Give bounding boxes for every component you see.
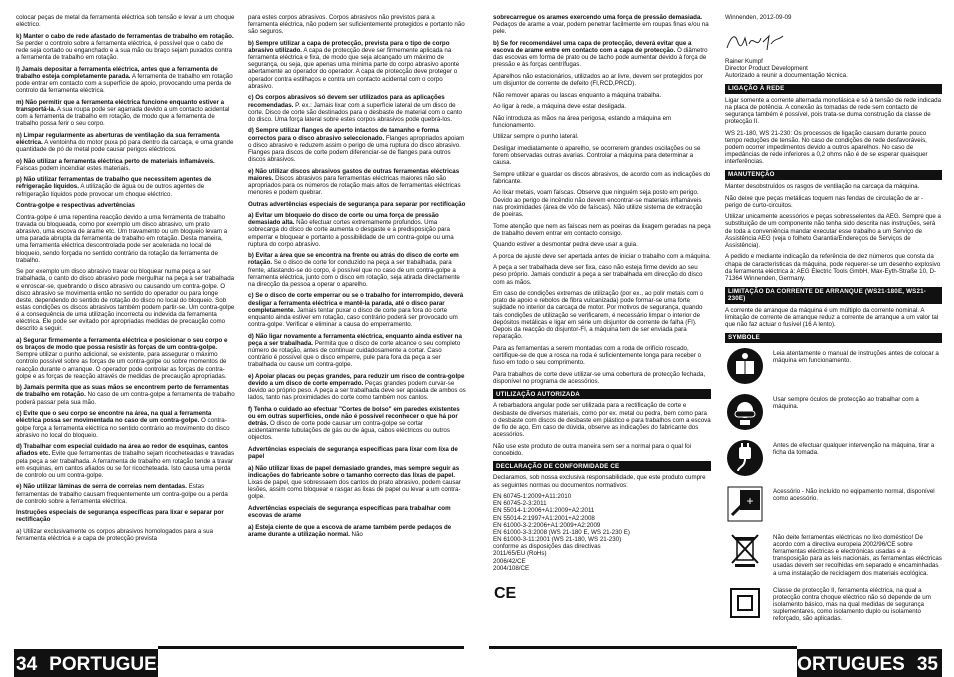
paragraph: Advertências especiais de segurança específicas para trabalhar com escovas de arame	[248, 504, 451, 519]
paragraph: conforme as disposições das directivas	[493, 543, 601, 551]
page-number: 35	[916, 654, 938, 675]
paragraph: EN 61000-3-11:2001 (WS 21-180, WS 21-230)	[493, 536, 622, 544]
symbol-row	[725, 530, 942, 577]
read-manual-icon	[725, 346, 765, 386]
signer-auth: Autorizado a reunir a documentação técnica.	[725, 72, 848, 80]
safety-goggles-icon	[725, 392, 765, 432]
paragraph: Desligar imediatamente o aparelho, se ocorrerem grandes oscilações ou se forem observadas outras avarias. Controlar a máquina para determinar a causa.	[493, 144, 701, 167]
paragraph: b) Sempre utilizar a capa de protecção, prevista para o tipo de corpo abrasivo utilizado. A capa de protecção deve ser firmemente aplicada na ferramenta eléctrica e fixa, de modo que seja alcançado um máximo de segurança, ou seja, que apenas uma mínima parte do corpo abrasivo aponte abertamente ao operador do operador. A capa de protecção deve proteger o operador contra estilhaços e contra um contacto acidental com o corpo abrasivo.	[248, 39, 460, 90]
paragraph: e) Apoiar placas ou peças grandes, para reduzir um risco de contra-golpe devido a um disco de corte emperrado. Peças grandes podem curvar-se devido ao próprio peso. A peça a ser trabalhada deve ser apoiada de ambos os lados, tanto nas proximidades do corte como também nos cantos.	[248, 372, 466, 402]
paragraph: Não deixe que peças metálicas toquem nas fendas de circulação de ar - perigo de curto-circuitos.	[725, 194, 924, 209]
symbol-row	[725, 346, 942, 386]
paragraph: Aparelhos não estacionários, utilizados ao ar livre, devem ser protegidos por um disjuntor de corrente de defeito (FI,RCD,PRCD).	[493, 72, 703, 88]
paragraph: b) Jamais permita que as suas mãos se encontrem perto de ferramentas de trabalho em rotação. No caso de um contra-golpe a ferramenta de trabalho poderá passar pela sua mão.	[16, 384, 235, 406]
class-ii-icon	[725, 583, 765, 623]
paragraph: A pedido e mediante indicação da referência de dez números que consta da chapa de características da máquina, pode requerer-se um desenho explosivo da ferramenta eléctrica à: AEG Electric Tools GmbH, Max-Eyth-Straße 10, D-71364 Winnenden, Germany.	[725, 253, 941, 282]
section-heading: LIMITAÇÃO DA CORRENTE DE ARRANQUE (WS21-180E, WS21-230E)	[725, 287, 942, 304]
paragraph: d) Sempre utilizar flanges de aperto intactos de tamanho e forma correctos para o disco abrasivo seleccionado. Flanges apropriados apoiam o disco abrasivo e reduzem assim o perigo de uma ruptura do disco abrasivo. Flanges para discos de corte podem diferenciar-se de flanges para outros discos abrasivos.	[248, 127, 465, 163]
paragraph: o) Não utilizar a ferramenta eléctrica perto de materiais inflamáveis. Faíscas podem incendiar estes materiais.	[16, 157, 215, 172]
paragraph: Não introduza as mãos na área perigosa, estando a máquina em funcionamento.	[493, 114, 672, 129]
paragraph: a) Utilizar exclusivamente os corpos abrasivos homologados para a sua ferramenta eléctrica e a capa de protecção prevista	[16, 527, 214, 543]
left-column-1	[16, 14, 235, 644]
paragraph: Declaramos, sob nossa exclusiva responsabilidade, que este produto cumpre as seguintes normas ou documentos normativos:	[493, 474, 706, 489]
left-footer-bar	[14, 649, 170, 677]
paragraph: para estes corpos abrasivos. Corpos abrasivos não previstos para a ferramenta eléctrica, não podem ser suficientemente protegidos e portanto não são seguros.	[248, 14, 465, 36]
paragraph: Ao ligar à rede, a máquina deve estar desligada.	[493, 103, 627, 111]
paragraph: A peça a ser trabalhada deve ser fixa, caso não esteja firme devido ao seu peso próprio. Jamais conduzir a peça a ser trabalhada em direcção do disco com as mãos.	[493, 264, 703, 286]
footer-rule	[489, 646, 797, 649]
place-date: Winnenden, 2012-09-09	[725, 14, 792, 21]
paragraph: d) Trabalhar com especial cuidado na área ao redor de esquinas, cantos afiados etc. Evite que ferramentas de trabalho sejam ricocheteadas e travadas pela peça a ser trabalhada. A ferramenta de trabalho em rotação tende a travar em esquinas, em cantos afiados ou se for ricocheteada. Isto causa uma perda de controlo ou um contra-golpe.	[16, 443, 235, 479]
svg-text:CE: CE	[494, 584, 517, 602]
symbol-row	[725, 583, 942, 623]
paragraph: Para as ferramentas a serem montadas com a roda de orifício roscado, certifique-se de que a rosca na roda é suficientemente longa para receber o fuso em todo o seu comprimento.	[493, 344, 702, 366]
symbol-row	[725, 484, 942, 524]
paragraph: a) Segurar firmemente a ferramenta eléctrica e posicionar o seu corpo e os braços de modo que possa resistir às forças de um contra-golpe. Sempre utilizar o punho adicional, se existente, para assegurar o máximo controlo possível sobre as forças de um contra-golpe ou sobre momentos de reacção durante o arranque. O operador pode controlar as forças de contra-golpe e as forças de reacção através de medidas de precaução apropriadas.	[16, 337, 228, 380]
signature-image	[725, 30, 785, 54]
paragraph: a) Evitar um bloqueio do disco de corte ou uma força de pressão demasiado alta. Não efectuar cortes extremamente profundos. Uma sobrecarga do disco de corte aumenta o desgaste e a predisposição para emperrar e bloquear e portanto a possibilidade de um contra-golpe ou uma ruptura do corpo abrasivo.	[248, 212, 454, 248]
paragraph: Ligar somente a corrente alternada monofásica e só à tensão de rede indicada na placa de potência. A conexão às tomadas de rede sem contacto de segurança também é possível, pois trata-se duma construção da classe de protecção II.	[725, 96, 942, 126]
paragraph: 2004/108/CE	[493, 564, 530, 572]
symbol-text: Classe de protecção II, ferramenta eléctrica, na qual a protecção contra choque eléctrico não só depende de um isolamento básico, mas na qual medidas de segurança suplementares, como isolamento duplo ou isolamento reforçado, são aplicadas.	[773, 586, 931, 623]
signer-name: Rainer Kumpf	[725, 57, 763, 65]
signer-title: Director Product Development	[725, 64, 808, 72]
paragraph: Ao lixar metais, voam faíscas. Observe que ninguém seja posto em perigo. Devido ao perigo de incêndio não devem encontrar-se materiais inflamáveis nas proximidades (área de vôo de faíscas). Não utilize sistema de extracção de poeiras.	[493, 189, 703, 218]
symbol-text: Leia atentamente o manual de instruções antes de colocar a máquina em funcionamento.	[773, 349, 939, 364]
paragraph: A corrente de arranque da máquina é um múltiplo da corrente nominal. A limitação de corrente de arranque reduz a corrente de arranque a um valor tal que não faz actuar o fusível (16 A lento).	[725, 306, 939, 329]
paragraph: Contra-golpe é uma repentina reacção devido a uma ferramenta de trabalho travada ou bloqueada, como por exemplo um disco abrasivo, um prato abrasivo, uma escova de arame etc. Um travamento ou um bloqueio levam a uma parada abrupta da ferramenta de trabalho em rotação. Desta maneira, uma ferramenta eléctrica descontrolada pode ser acelerada no local de bloqueio, sendo forçada no sentido contrário da rotação da ferramenta de trabalho.	[16, 213, 228, 264]
symbol-text: Não deite ferramentas eléctricas no lixo doméstico! De acordo com a directiva europeia 2002/96/CE sobre ferramentas eléctricas e electrónicas usadas e a transposição para as leis nacionais, as ferramentas eléctricas usadas devem ser recolhidas em separado e encaminhadas a uma instalação de reciclagem dos materiais ecológica.	[773, 533, 942, 577]
paragraph: c) Se o disco de corte emperrar ou se o trabalho for interrompido, deverá desligar a ferramenta eléctrica e mantê-la parada, até o disco parar completamente. Jamais tentar puxar o disco de corte para fora do corte enquanto ainda estiver em rotação, caso contrário poderá ser provocado um contra-golpe. Verificar e eliminar a causa do emperramento.	[248, 292, 464, 329]
paragraph: e) Não utilizar discos abrasivos gastos de outras ferramentas eléctricas maiores. Discos abrasivos para ferramentas eléctricas maiores não são apropriados para os números de rotação mais altos de ferramentas eléctricas menores e podem quebrar.	[248, 167, 461, 196]
paragraph: Advertências especiais de segurança específicas para lixar com lixa de papel	[248, 445, 458, 461]
paragraph: sobrecarregue os arames exercendo uma força de pressão demasiada. Pedaços de arame a voar, podem penetrar facilmente em roupas finas e/ou na pele.	[493, 14, 709, 36]
paragraph: Utilizar sempre o punho lateral.	[493, 133, 579, 141]
paragraph: Utilizar unicamente acessórios e peças sobresselentes da AEG. Sempre que a substituição de um componente não tenha sido descrita nas instruções, será de toda a conveniência mandar executar esse trabalho a um Serviço de Assistência AEG (veja o folheto Garantia/Endereços de Serviços de Assistência).	[725, 213, 941, 249]
symbol-text: Usar sempre óculos de protecção ao trabalhar com a máquina.	[773, 395, 919, 410]
paragraph: Se por exemplo um disco abrasivo travar ou bloquear numa peça a ser trabalhada, o canto do disco abrasivo pode mergulhar na peça a ser trabalhada e enroscar-se, quebrando o disco abrasivo ou causando um contra-golpe. O disco abrasivo se movimenta então no sentido do operador ou para longe deste, dependendo do sentido de rotação do disco no local do bloqueio. Sob estas condições os discos abrasivos também podem partir-se. Um contra-golpe é a consequência de uma utilização incorrecta ou indevida da ferramenta eléctrica. Ele pode ser evitado por apropriadas medidas de precaução como descrito a seguir.	[16, 268, 235, 333]
paragraph: a) Esteja ciente de que a escova de arame também perde pedaços de arame durante a utilização normal. Não	[248, 523, 452, 538]
paragraph: Tome atenção que nem as faíscas nem as poeiras da lixagem geradas na peça de trabalho devem entrar em contacto consigo.	[493, 222, 711, 237]
paragraph: Para trabalhos de corte deve utilizar-se uma cobertura de protecção fechada, disponível no programa de acessórios.	[493, 370, 706, 385]
page-language: PORTUGUES	[49, 654, 170, 675]
paragraph: colocar peças de metal da ferramenta eléctrica sob tensão e levar a um choque eléctrico.	[16, 14, 235, 29]
unplug-icon	[725, 438, 765, 478]
left-column-2	[248, 14, 466, 644]
paragraph: Não remover aparas ou lascas enquanto a máquina trabalha.	[493, 91, 662, 99]
paragraph: EN 55014-2:1997+A1:2001+A2:2008	[493, 514, 595, 522]
symbol-text: Acessório - Não incluído no eqipamento normal, disponível como acessório.	[773, 487, 935, 502]
page-number: 34	[16, 654, 38, 675]
paragraph: Sempre utilizar e guardar os discos abrasivos, de acordo com as indicações do fabricante.	[493, 170, 711, 185]
paragraph: e) Não utilizar lâminas de serra de correias nem dentadas. Estas ferramentas de trabalho causam frequentemente um contra-golpe ou a perda de controlo sobre a ferramenta eléctrica.	[16, 483, 228, 505]
paragraph: EN 61000-3-3:2008 (WS 21-180 E, WS 21-230 E)	[493, 528, 630, 536]
paragraph: a) Não utilizar lixas de papel demasiado grandes, mas sempre seguir as indicações do fabricante sobre o tamanho correcto das lixas de papel. Lixas de papel, que sobressaem dos cantos do prato abrasivo, podem causar lesões, assim como bloquear e rasgar as lixas de papel ou levar a um contra-golpe.	[248, 464, 461, 501]
paragraph: b) Evitar a área que se encontra na frente ou atrás do disco de corte em rotação. Se o disco de corte for conduzido na peça a ser trabalhada, para frente, afastando-se do corpo, é possível que no caso de um contra-golpe a ferramenta eléctrica, junto com o disco em rotação, seja atirada directamente na direcção da pessoa a operar o aparelho.	[248, 252, 460, 288]
paragraph: c) Os corpos abrasivos só devem ser utilizados para as aplicações recomendadas. P. ex.: Jamais lixar com a superfície lateral de um disco de corte. Disco de corte são destinados para o desbaste de material com o canto do disco. Uma força lateral sobre estes corpos abrasivos pode quebrá-los.	[248, 94, 462, 123]
paragraph: A rebarbadora angular pode ser utilizada para a rectificação de corte e desbaste de diversos materiais, como por ex. metal ou pedra, bem como para o desbaste com discos de desbaste em plástico e para trabalhos com a escova de fio de aço. Em caso de dúvida, observe as indicações do fabricante dos acessórios.	[493, 402, 711, 438]
signature	[725, 26, 942, 58]
paragraph: c) Evite que o seu corpo se encontre na área, na qual a ferramenta eléctrica possa ser movimentada no caso de um contra-golpe. O contra-golpe força a ferramenta eléctrica no sentido contrário ao movimento do disco abrasivo no local do bloqueio.	[16, 410, 230, 439]
ce-mark-icon	[493, 580, 517, 604]
symbol-row	[725, 438, 942, 478]
paragraph: Instruções especiais de segurança específicas para lixar e separar por rectificação	[16, 509, 224, 524]
right-page	[477, 0, 954, 677]
paragraph: l) Jamais depositar a ferramenta eléctrica, antes que a ferramenta de trabalho esteja completamente parada. A ferramenta de trabalho em rotação pode entrar em contacto com a superfície de apoio, provocando uma perda de controlo da ferramenta eléctrica.	[16, 65, 233, 95]
paragraph: n) Limpar regularmente as aberturas de ventilação da sua ferramenta eléctrica. A ventoinha do motor puxa pó para dentro da carcaça, e uma grande quantidade de pó de metal pode causar perigos eléctricos.	[16, 131, 234, 154]
paragraph: Não use este produto de outra maneira sem ser a normal para o qual foi concebido.	[493, 442, 692, 457]
paragraph: EN 60745-1:2009+A11:2010	[493, 493, 572, 501]
section-heading: DECLARAÇÃO DE CONFORMIDADE CE	[493, 461, 711, 471]
paragraph: m) Não permitir que a ferramenta eléctrica funcione enquanto estiver a transportá-la. A sua roupa pode ser agarrada devido a um contacto acidental com a ferramenta de trabalho em rotação, de modo que a ferramenta de trabalho possa ferir o seu corpo.	[16, 98, 230, 128]
right-column-1	[493, 14, 711, 644]
paragraph: k) Manter o cabo de rede afastado de ferramentas de trabalho em rotação. Se perder o controlo sobre a ferramenta eléctrica, é possível que o cabo de rede seja cortado ou enganchado e a sua mão ou braço sejam puxados contra a ferramenta de trabalho em rotação.	[16, 32, 234, 62]
paragraph: Outras advertências especiais de segurança para separar por rectificação	[248, 200, 466, 208]
paragraph: p) Não utilizar ferramentas de trabalho que necessitem agentes de refrigeração líquidos. A utilização de água ou de outros agentes de refrigeração líquidos pode provocar um choque eléctrico.	[16, 176, 212, 198]
paragraph: EN 60745-2-3:2011	[493, 500, 547, 508]
symbol-row	[725, 392, 942, 432]
right-footer-bar	[784, 649, 942, 677]
section-heading: LIGAÇÃO À REDE	[725, 84, 942, 94]
paragraph: Quando estiver a desmontar pedra deve usar a guia.	[493, 241, 638, 249]
paragraph: 2006/42/CE	[493, 557, 526, 565]
paragraph: EN 55014-1:2006+A1:2009+A2:2011	[493, 507, 595, 515]
paragraph: 2011/65/EU (RoHs)	[493, 550, 547, 558]
symbol-text: Antes de efectuar qualquer intervenção na máquina, tirar a ficha da tomada.	[773, 441, 935, 456]
ce-mark	[493, 572, 711, 606]
paragraph: WS 21-180, WS 21-230: Os processos de ligação causam durante pouco tempo reduções de tensão. No caso de condições de rede desfavoráveis, podem ocorrer impedimentos devido a outros aparelhos. No caso de impedâncias de rede inferiores a 0,2 ohms não é de se esperar quaisquer interferências.	[725, 129, 928, 166]
section-heading: MANUTENÇÃO	[725, 170, 942, 180]
right-column-2	[725, 14, 942, 644]
paragraph: Contra-golpe e respectivas advertências	[16, 202, 135, 210]
paragraph: f) Tenha o cuidado ao efectuar "Cortes de bolso" em paredes existentes ou em outras superfícies, onde não é possível reconhecer o que há por detrás. O disco de corte pode causar um contra-golpe se cortar acidentalmente tubulações de gás ou de água, cabos eléctricos ou outros objectos.	[248, 405, 460, 442]
section-heading: SYMBOLE	[725, 333, 942, 343]
paragraph: d) Não ligar novamente a ferramenta eléctrica, enquanto ainda estiver na peça a ser trabalhada. Permita que o disco de corte alcance o seu completo número de rotação, antes de continuar cuidadosamente a cortar. Caso contrário é possível que o disco emperre, pule para fora da peça a ser trabalhada ou cause um contra-golpe.	[248, 332, 462, 369]
paragraph: EN 61000-3-2:2006+A1:2009+A2:2009	[493, 521, 601, 529]
accessory-icon	[725, 484, 765, 524]
page-language: PORTUGUES	[784, 654, 905, 675]
paragraph: A porca de ajuste deve ser apertada antes de iniciar o trabalho com a máquina.	[493, 252, 711, 260]
paragraph: Em caso de condições extremas de utilização (por ex., ao polir metais com o prato de apoio e rebolos de fibra vulcanizada) pode formar-se uma forte sujidade no interior da carcaça de motor. Por motivos de segurança, quando tais condições de utilização se verificarem, é necessário limpar o interior de depósitos metálicas e ligar em série um disjuntor de corrente de falha (FI). Depois da reacção do disjuntor-FI, a máquina tem de ser enviada para reparação.	[493, 290, 704, 341]
footer-rule	[158, 646, 464, 649]
weee-bin-icon	[725, 530, 765, 570]
svg-text:+: +	[746, 493, 754, 508]
section-heading: UTILIZAÇÃO AUTORIZADA	[493, 389, 711, 399]
paragraph: b) Se for recomendável uma capa de protecção, deverá evitar que a escova de arame entre em contacto com a capa de protecção. O diâmetro das escovas em forma de prato ou de tacho pode aumentar devido à força de pressão e às forças centrífugas.	[493, 39, 708, 69]
paragraph: Manter desobstruídos os rasgos de ventilação na carcaça da máquina.	[725, 183, 920, 191]
signer-block	[725, 58, 942, 79]
